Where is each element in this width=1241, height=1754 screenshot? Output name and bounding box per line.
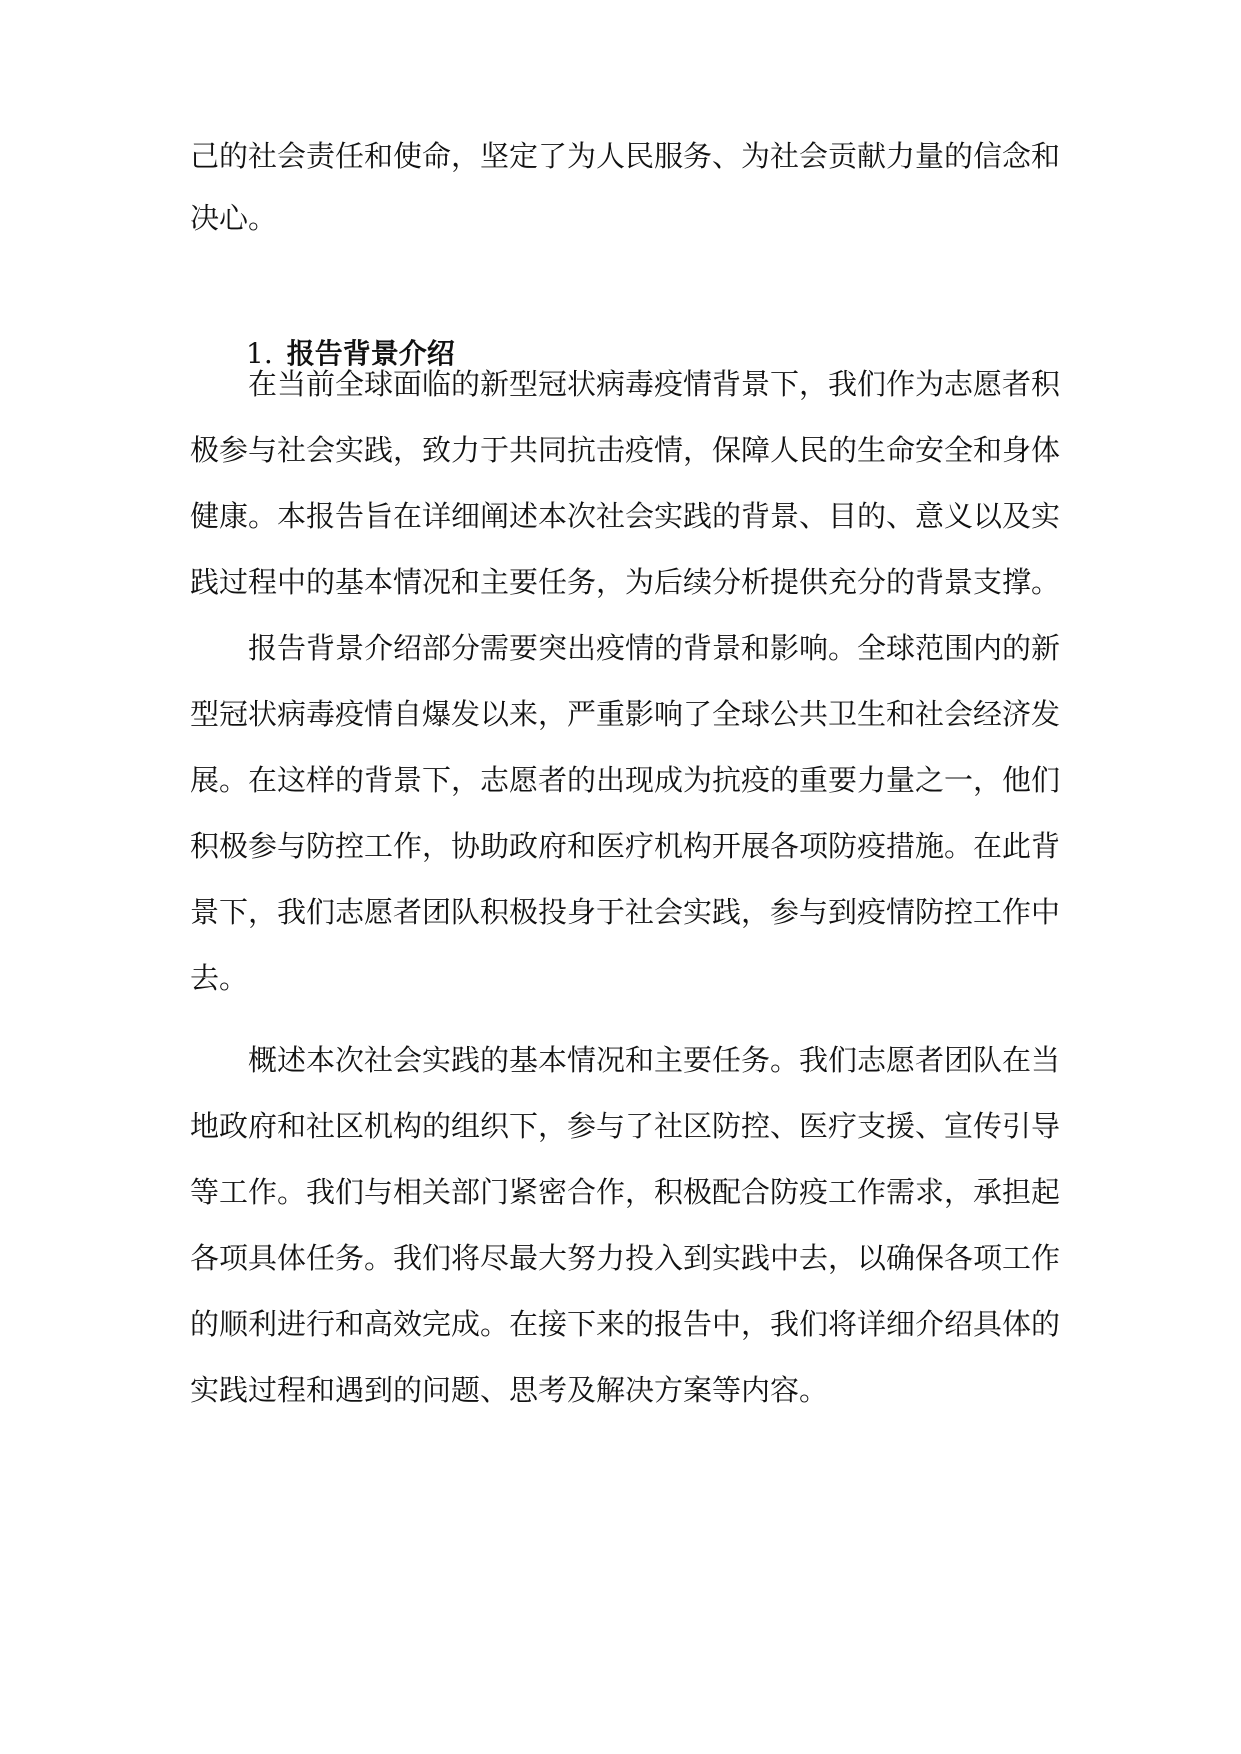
paragraph-2-line: 展。在这样的背景下，志愿者的出现成为抗疫的重要力量之一，他们 [190, 763, 1061, 797]
paragraph-1-line: 极参与社会实践，致力于共同抗击疫情，保障人民的生命安全和身体 [190, 433, 1061, 467]
paragraph-3-line: 概述本次社会实践的基本情况和主要任务。我们志愿者团队在当 [248, 1043, 1061, 1077]
paragraph-3-line: 地政府和社区机构的组织下，参与了社区防控、医疗支援、宣传引导 [190, 1109, 1061, 1143]
paragraph-1-line: 在当前全球面临的新型冠状病毒疫情背景下，我们作为志愿者积 [248, 367, 1061, 401]
paragraph-3-line: 实践过程和遇到的问题、思考及解决方案等内容。 [190, 1373, 829, 1407]
section-title: 报告背景介绍 [286, 337, 455, 370]
paragraph-1-line: 健康。本报告旨在详细阐述本次社会实践的背景、目的、意义以及实 [190, 499, 1061, 533]
paragraph-3-line: 等工作。我们与相关部门紧密合作，积极配合防疫工作需求，承担起 [190, 1175, 1061, 1209]
paragraph-2-line: 景下，我们志愿者团队积极投身于社会实践，参与到疫情防控工作中 [190, 895, 1061, 929]
paragraph-1-line: 践过程中的基本情况和主要任务，为后续分析提供充分的背景支撑。 [190, 565, 1061, 599]
continuation-line: 决心。 [190, 201, 278, 235]
continuation-line: 己的社会责任和使命，坚定了为人民服务、为社会贡献力量的信念和 [190, 139, 1061, 173]
paragraph-2-line: 报告背景介绍部分需要突出疫情的背景和影响。全球范围内的新 [248, 631, 1061, 665]
paragraph-2-line: 积极参与防控工作，协助政府和医疗机构开展各项防疫措施。在此背 [190, 829, 1061, 863]
paragraph-3-line: 的顺利进行和高效完成。在接下来的报告中，我们将详细介绍具体的 [190, 1307, 1061, 1341]
paragraph-2-line: 型冠状病毒疫情自爆发以来，严重影响了全球公共卫生和社会经济发 [190, 697, 1061, 731]
paragraph-3-line: 各项具体任务。我们将尽最大努力投入到实践中去，以确保各项工作 [190, 1241, 1061, 1275]
section-number: 1. [246, 337, 273, 370]
paragraph-2-line: 去。 [190, 961, 249, 995]
